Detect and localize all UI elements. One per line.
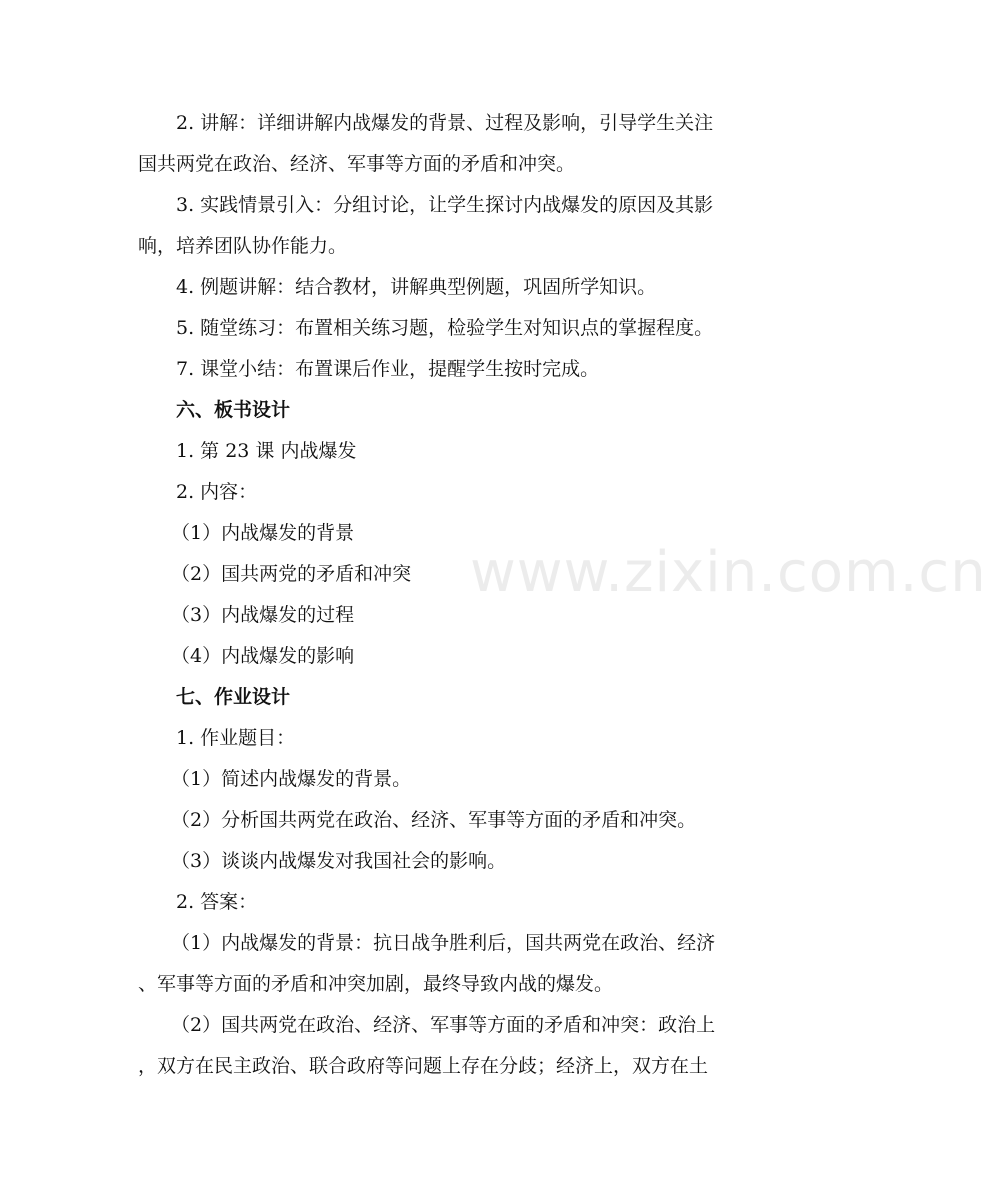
answer-line: （2）国共两党在政治、经济、军事等方面的矛盾和冲突：政治上 [171, 1014, 716, 1036]
paragraph-line: 1. 第 23 课 内战爆发 [176, 440, 357, 462]
section-heading-board-design: 六、板书设计 [176, 399, 291, 421]
answer-line: 、军事等方面的矛盾和冲突加剧，最终导致内战的爆发。 [138, 973, 614, 995]
answer-line: ，双方在民主政治、联合政府等问题上存在分歧；经济上，双方在土 [138, 1055, 709, 1077]
paragraph-line: 5. 随堂练习：布置相关练习题，检验学生对知识点的掌握程度。 [176, 317, 714, 339]
list-item: （1）内战爆发的背景 [171, 522, 355, 544]
list-item: （3）谈谈内战爆发对我国社会的影响。 [171, 850, 507, 872]
paragraph-line: 2. 内容： [176, 481, 258, 503]
paragraph-line: 2. 讲解：详细讲解内战爆发的背景、过程及影响，引导学生关注 [176, 112, 714, 134]
watermark: www.zixin.com.cn [470, 540, 987, 605]
document-body [138, 103, 786, 1087]
paragraph-line: 国共两党在政治、经济、军事等方面的矛盾和冲突。 [138, 153, 576, 175]
section-heading-homework-design: 七、作业设计 [176, 686, 291, 708]
list-item: （2）国共两党的矛盾和冲突 [171, 563, 412, 585]
list-item: （4）内战爆发的影响 [171, 645, 355, 667]
paragraph-line: 2. 答案： [176, 891, 258, 913]
list-item: （1）简述内战爆发的背景。 [171, 768, 412, 790]
list-item: （3）内战爆发的过程 [171, 604, 355, 626]
list-item: （2）分析国共两党在政治、经济、军事等方面的矛盾和冲突。 [171, 809, 697, 831]
paragraph-line: 1. 作业题目： [176, 727, 296, 749]
paragraph-line: 4. 例题讲解：结合教材，讲解典型例题，巩固所学知识。 [176, 276, 657, 298]
paragraph-line: 响，培养团队协作能力。 [138, 235, 348, 257]
answer-line: （1）内战爆发的背景：抗日战争胜利后，国共两党在政治、经济 [171, 932, 716, 954]
paragraph-line: 7. 课堂小结：布置课后作业，提醒学生按时完成。 [176, 358, 600, 380]
paragraph-line: 3. 实践情景引入：分组讨论，让学生探讨内战爆发的原因及其影 [176, 194, 714, 216]
